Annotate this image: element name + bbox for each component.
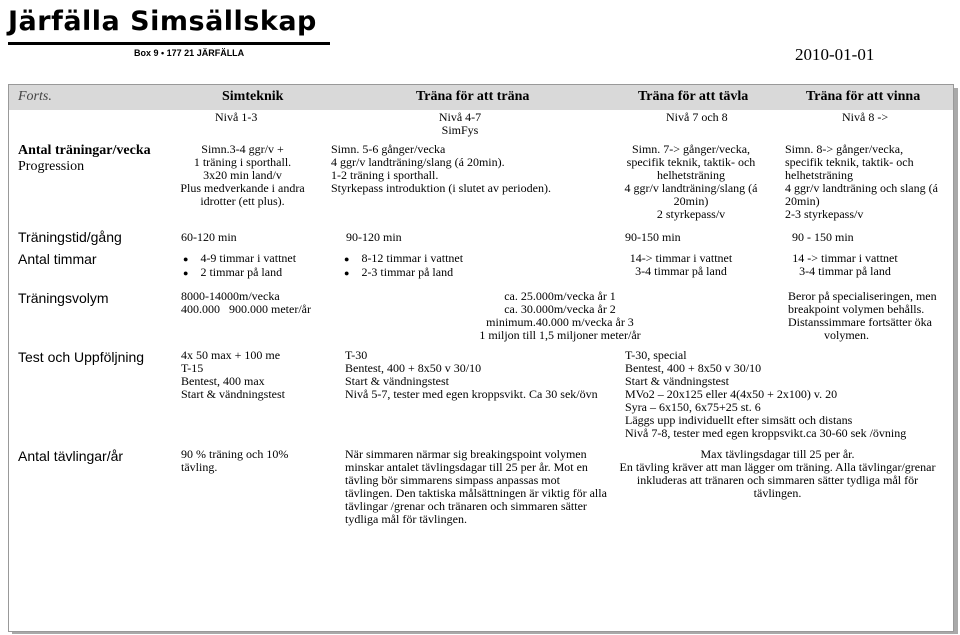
test-c3-line: Start & vändningstest xyxy=(625,374,729,388)
traningstid-c2: 90-120 min xyxy=(346,230,402,244)
level-8-plus: Nivå 8 -> xyxy=(842,110,889,124)
volym-c4-line: volymen. xyxy=(824,328,869,342)
antal-c3-line: 2 styrkepass/v xyxy=(656,207,726,221)
timmar-c3-line: 14-> timmar i vattnet xyxy=(629,251,733,265)
row-label-antal-traningar xyxy=(18,143,151,175)
forts-label: Forts. xyxy=(18,89,52,104)
traningstid-c1: 60-120 min xyxy=(181,230,237,244)
tavlingar-cell-3 xyxy=(605,448,950,500)
timmar-c1-item xyxy=(183,252,296,266)
test-c3-line: Nivå 7-8, tester med egen kroppsvikt.ca 30-60 sek /övning xyxy=(625,426,907,440)
test-c2-line: Bentest, 400 + 8x50 v 30/10 xyxy=(345,361,482,375)
frame-shadow-right xyxy=(954,88,958,634)
document-date: 2010-01-01 xyxy=(795,45,875,64)
timmar-c4-line: 3-4 timmar på land xyxy=(799,264,891,278)
bullet-icon: ● xyxy=(183,254,189,264)
antal-c3-line: helhetsträning xyxy=(657,168,725,182)
volym-mid-line: ca. 30.000m/vecka år 2 xyxy=(504,302,616,316)
volym-cell-mid xyxy=(460,290,660,342)
tavlingar-c2-line: tävling bör simmarens simpass anpassas mot xyxy=(345,473,560,487)
antal-c4-line: 4 ggr/v landträning och slang (á xyxy=(785,181,938,195)
antal-traningar-label: Antal träningar/vecka xyxy=(18,143,151,158)
timmar-c2-item xyxy=(344,266,463,280)
club-address: Box 9 • 177 21 JÄRFÄLLA xyxy=(134,48,245,58)
progression-label: Progression xyxy=(18,159,85,174)
tavlingar-c2-line: tävlingar /grenar och tränaren och simmaren sätter xyxy=(345,499,587,513)
timmar-label: Antal timmar xyxy=(18,251,97,267)
antal-cell-2 xyxy=(331,143,551,195)
volym-c1-line: 8000-14000m/vecka xyxy=(181,289,280,303)
level-4-7-label: Nivå 4-7 xyxy=(438,110,482,124)
timmar-c2-text: 8-12 timmar i vattnet xyxy=(361,251,464,265)
test-c2-line: T-30 xyxy=(345,348,368,362)
antal-c3-line: 4 ggr/v landträning/slang (á xyxy=(624,181,758,195)
tavlingar-label: Antal tävlingar/år xyxy=(18,448,124,464)
antal-c2-line: 4 ggr/v landträning/slang (á 20min). xyxy=(331,155,505,169)
antal-c1-line: Plus medverkande i andra xyxy=(180,181,305,195)
test-c1-line: T-15 xyxy=(181,361,204,375)
timmar-cell-1 xyxy=(183,252,296,280)
club-logo-text: Järfälla Simsällskap xyxy=(8,6,317,37)
timmar-c3-line: 3-4 timmar på land xyxy=(635,264,727,278)
test-c2-line: Start & vändningstest xyxy=(345,374,449,388)
test-c1-line: Bentest, 400 max xyxy=(181,374,265,388)
tavlingar-cell-2 xyxy=(345,448,607,526)
tavlingar-c1-line: 90 % träning och 10% xyxy=(181,447,289,461)
test-cell-3 xyxy=(625,349,906,440)
antal-c1-line: 3x20 min land/v xyxy=(203,168,282,182)
timmar-c2-item xyxy=(344,252,463,266)
traningstid-c3: 90-150 min xyxy=(625,230,681,244)
test-c3-line: T-30, special xyxy=(625,348,687,362)
volym-c4-line: Distanssimmare fortsätter öka xyxy=(788,315,932,329)
antal-c2-line: Simn. 5-6 gånger/vecka xyxy=(331,142,446,156)
test-c3-line: MVo2 – 20x125 eller 4(4x50 + 2x100) v. 20 xyxy=(625,387,838,401)
col-header-trana-for-att-vinna: Träna för att vinna xyxy=(806,89,921,104)
timmar-c4-line: 14 -> timmar i vattnet xyxy=(792,251,898,265)
antal-cell-4 xyxy=(785,143,938,221)
level-1-3: Nivå 1-3 xyxy=(215,110,258,124)
volym-cell-4 xyxy=(788,290,937,342)
timmar-c1-text: 2 timmar på land xyxy=(200,265,283,279)
volym-c4-line: breakpoint volymen behålls. xyxy=(788,302,925,316)
level-7-8: Nivå 7 och 8 xyxy=(666,110,728,124)
test-c3-line: Bentest, 400 + 8x50 v 30/10 xyxy=(625,361,762,375)
simfys-label: SimFys xyxy=(441,123,479,137)
timmar-c2-text: 2-3 timmar på land xyxy=(361,265,454,279)
volym-cell-1 xyxy=(181,290,311,316)
antal-c1-line: Simn.3-4 ggr/v + xyxy=(201,142,284,156)
antal-cell-1 xyxy=(170,143,315,208)
tavlingar-c2-line: tydliga mål för tävlingen. xyxy=(345,512,467,526)
antal-c1-line: 1 träning i sporthall. xyxy=(193,155,292,169)
antal-c3-line: 20min) xyxy=(673,194,709,208)
antal-c4-line: 20min) xyxy=(785,194,820,208)
tavlingar-cell-1 xyxy=(181,448,288,474)
volym-label: Träningsvolym xyxy=(18,290,109,306)
test-c3-line: Syra – 6x150, 6x75+25 st. 6 xyxy=(625,400,761,414)
antal-c4-line: Simn. 8-> gånger/vecka, xyxy=(785,142,904,156)
test-cell-2 xyxy=(345,349,598,401)
volym-mid-line: minimum.40.000 m/vecka år 3 xyxy=(486,315,634,329)
tavlingar-c2-line: minskar antalet tävlingsdagar till 25 per år. Mot en xyxy=(345,460,588,474)
volym-mid-line: 1 miljon till 1,5 miljoner meter/år xyxy=(479,328,641,342)
volym-mid-line: ca. 25.000m/vecka år 1 xyxy=(504,289,616,303)
antal-c2-line: 1-2 träning i sporthall. xyxy=(331,168,439,182)
tavlingar-c3-line: Max tävlingsdagar till 25 per år. xyxy=(700,447,855,461)
tavlingar-c3-line: tävlingen. xyxy=(753,486,802,500)
antal-c3-line: Simn. 7-> gånger/vecka, xyxy=(631,142,751,156)
antal-c4-line: specifik teknik, taktik- och xyxy=(785,155,914,169)
test-cell-1 xyxy=(181,349,285,401)
antal-c4-line: helhetsträning xyxy=(785,168,853,182)
bullet-icon: ● xyxy=(183,268,189,278)
volym-c1-line: 400.000 900.000 meter/år xyxy=(181,302,311,316)
test-c3-line: Läggs upp individuellt efter simsätt och distans xyxy=(625,413,853,427)
timmar-c1-item xyxy=(183,266,296,280)
traningstid-label: Träningstid/gång xyxy=(18,229,122,245)
antal-c3-line: specifik teknik, taktik- och xyxy=(626,155,756,169)
timmar-cell-4 xyxy=(770,252,920,278)
tavlingar-c2-line: När simmaren närmar sig breakingspoint volymen xyxy=(345,447,587,461)
antal-c1-line: idrotter (ett plus). xyxy=(200,194,285,208)
volym-c4-line: Beror på specialiseringen, men xyxy=(788,289,937,303)
logo-underline xyxy=(8,42,330,45)
test-c2-line: Nivå 5-7, tester med egen kroppsvikt. Ca 30 sek/övn xyxy=(345,387,598,401)
test-c1-line: Start & vändningstest xyxy=(181,387,285,401)
antal-c2-line: Styrkepass introduktion (i slutet av perioden). xyxy=(331,181,551,195)
level-4-7 xyxy=(400,111,520,137)
col-header-trana-for-att-tavla: Träna för att tävla xyxy=(638,89,749,104)
col-header-simteknik: Simteknik xyxy=(222,89,284,104)
timmar-c1-text: 4-9 timmar i vattnet xyxy=(200,251,297,265)
timmar-cell-3 xyxy=(606,252,756,278)
bullet-icon: ● xyxy=(344,268,350,278)
timmar-cell-2 xyxy=(344,252,463,280)
bullet-icon: ● xyxy=(344,254,350,264)
tavlingar-c3-line: En tävling kräver att man lägger om träning. Alla tävlingar/grenar xyxy=(619,460,936,474)
antal-cell-3 xyxy=(606,143,776,221)
tavlingar-c1-line: tävling. xyxy=(181,460,218,474)
antal-c4-line: 2-3 styrkepass/v xyxy=(785,207,864,221)
tavlingar-c2-line: tävlingen. Den taktiska målsättningen är viktig för alla xyxy=(345,486,607,500)
test-label: Test och Uppföljning xyxy=(18,349,145,365)
traningstid-c4: 90 - 150 min xyxy=(792,230,854,244)
tavlingar-c3-line: inkluderas att tränaren och simmaren sätter tydliga mål för xyxy=(636,473,919,487)
col-header-trana-for-att-trana: Träna för att träna xyxy=(416,89,530,104)
test-c1-line: 4x 50 max + 100 me xyxy=(181,348,281,362)
